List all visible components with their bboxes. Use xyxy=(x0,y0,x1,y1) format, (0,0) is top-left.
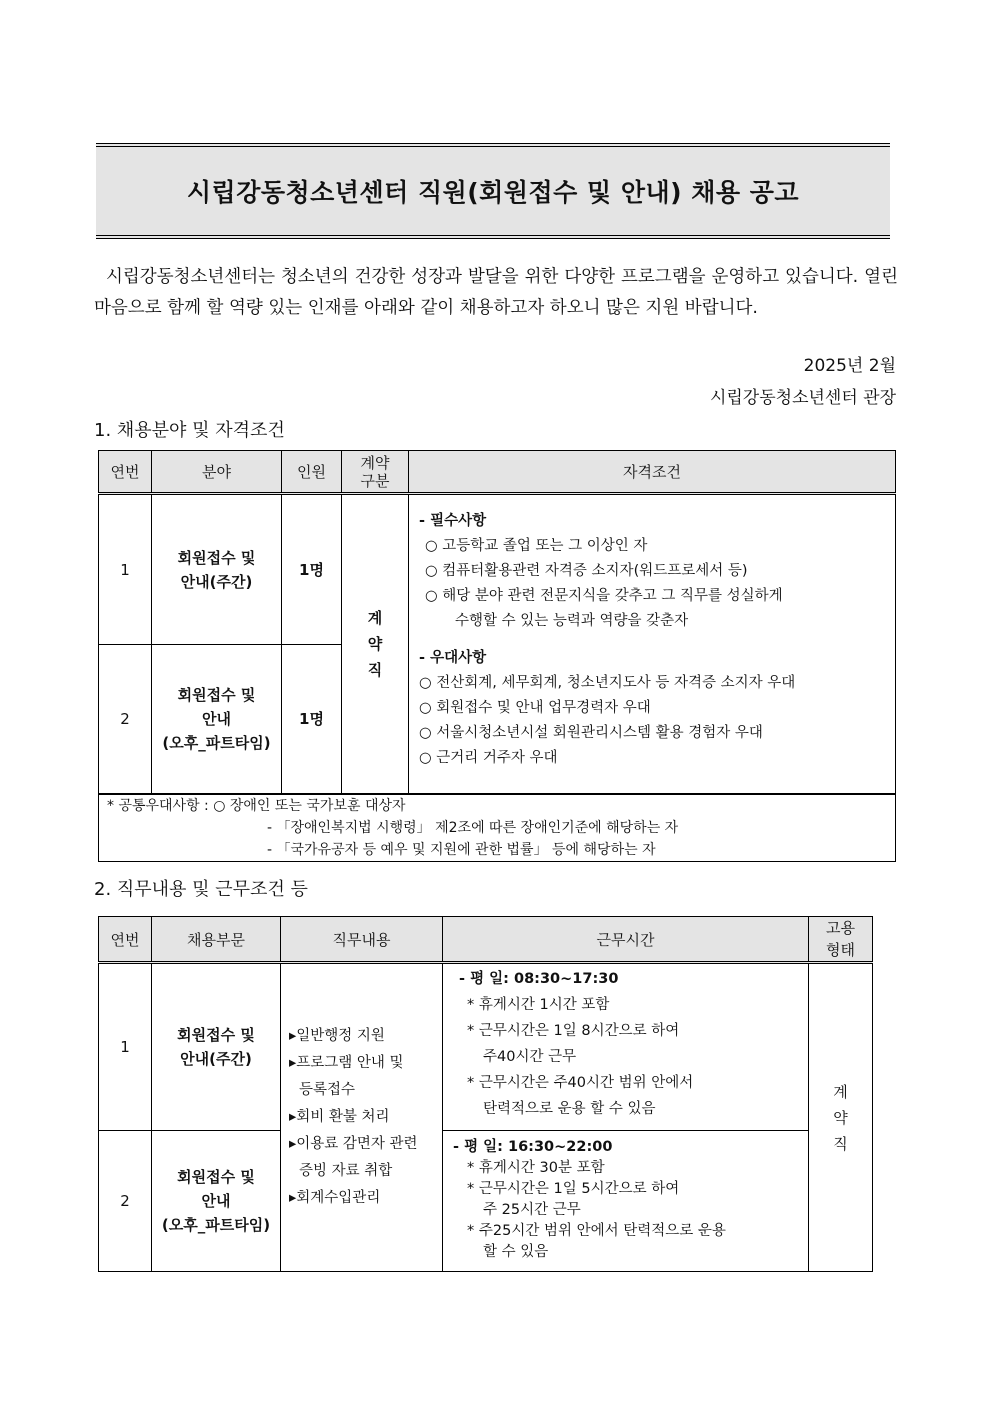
header-contract xyxy=(342,451,409,494)
duty-row2-dept-line2: 안내 xyxy=(201,1192,231,1210)
preferred-item: ○ 회원접수 및 안내 업무경력자 우대 xyxy=(419,700,651,716)
section1-title: 1. 채용분야 및 자격조건 xyxy=(94,420,285,441)
duty-row1-no: 1 xyxy=(99,963,152,1131)
hours-line: * 근무시간은 1일 5시간으로 하여 xyxy=(467,1181,680,1197)
hours-line: - 평 일: 16:30~22:00 xyxy=(453,1139,613,1155)
preferred-item: ○ 전산회계, 세무회계, 청소년지도사 등 자격증 소지자 우대 xyxy=(419,675,796,691)
duty-row2-dept-line1: 회원접수 및 xyxy=(177,1168,255,1186)
hours-line: 탄력적으로 운용 할 수 있음 xyxy=(483,1101,656,1117)
row1-field-line1: 회원접수 및 xyxy=(177,548,256,567)
hours-line: - 평 일: 08:30~17:30 xyxy=(459,971,619,987)
header-hours: 근무시간 xyxy=(443,917,809,963)
header-field: 분야 xyxy=(152,451,282,494)
type-char-1: 계 xyxy=(833,1082,848,1101)
row1-field xyxy=(152,494,282,645)
hours-line: 주 25시간 근무 xyxy=(483,1202,581,1218)
duty-row1-dept-line2: 안내(주간) xyxy=(180,1050,252,1068)
hours-line: * 휴게시간 1시간 포함 xyxy=(467,997,610,1013)
duty-row1-dept-line1: 회원접수 및 xyxy=(177,1026,255,1044)
header-contract-2: 구분 xyxy=(360,471,390,490)
contract-char-3: 직 xyxy=(367,660,383,679)
duty-row2-no: 2 xyxy=(99,1131,152,1272)
common-preference-line: - 「장애인복지법 시행령」 제2조에 따른 장애인기준에 해당하는 자 xyxy=(267,819,679,836)
common-preference-row xyxy=(99,794,896,862)
duty-row2-dept-line3: (오후_파트타임) xyxy=(161,1216,271,1234)
duty-header-row xyxy=(99,917,873,963)
duty-item-cont: 등록접수 xyxy=(299,1082,356,1098)
row2-field xyxy=(152,645,282,794)
intro-paragraph xyxy=(94,262,898,324)
preferred-item: ○ 근거리 거주자 우대 xyxy=(419,750,558,766)
intro-text: 시립강동청소년센터는 청소년의 건강한 성장과 발달을 위한 다양한 프로그램을 운영하고 있습니다. 열린 마음으로 함께 할 역량 있는 인재를 아래와 같이 채용하고자 하오니 많은 지원 바랍니다. xyxy=(94,267,898,318)
duty-item: ▸회계수입관리 xyxy=(289,1190,381,1206)
row2-field-line1: 회원접수 및 xyxy=(177,685,256,704)
hours-cell-2 xyxy=(443,1131,809,1272)
hours-line: 주40시간 근무 xyxy=(483,1049,577,1065)
qualification-table xyxy=(98,450,896,862)
header-type-2: 형태 xyxy=(826,941,855,959)
common-preference-line: * 공통우대사항 : ○ 장애인 또는 국가보훈 대상자 xyxy=(107,797,406,814)
required-item-cont: 수행할 수 있는 능력과 역량을 갖춘자 xyxy=(455,613,689,629)
type-char-3: 직 xyxy=(833,1134,848,1153)
row1-no: 1 xyxy=(99,494,152,645)
header-no: 연번 xyxy=(99,451,152,494)
duty-item: ▸프로그램 안내 및 xyxy=(289,1055,404,1071)
row2-no: 2 xyxy=(99,645,152,794)
table-row xyxy=(99,963,873,1131)
duty-item: ▸회비 환불 처리 xyxy=(289,1109,390,1125)
row2-count: 1명 xyxy=(282,645,342,794)
row2-field-line3: (오후_파트타임) xyxy=(162,733,271,752)
common-preference-cell xyxy=(99,794,896,862)
issuer: 시립강동청소년센터 관장 xyxy=(709,388,896,408)
table-row xyxy=(99,1131,873,1272)
header-dept: 채용부문 xyxy=(152,917,281,963)
hours-line: 할 수 있음 xyxy=(483,1244,549,1260)
page-title: 시립강동청소년센터 직원(회원접수 및 안내) 채용 공고 xyxy=(186,178,800,207)
required-title: - 필수사항 xyxy=(419,513,487,529)
row1-count: 1명 xyxy=(282,494,342,645)
hours-cell-1 xyxy=(443,963,809,1131)
header-qualification: 자격조건 xyxy=(409,451,896,494)
announcement-date: 2025년 2월 xyxy=(803,356,896,376)
hours-line: * 휴게시간 30분 포함 xyxy=(467,1160,605,1176)
header-duty: 직무내용 xyxy=(281,917,443,963)
employment-type-cell xyxy=(809,963,873,1272)
contract-char-1: 계 xyxy=(367,608,383,627)
required-item: ○ 컴퓨터활용관련 자격증 소지자(워드프로세서 등) xyxy=(425,563,748,579)
preferred-item: ○ 서울시청소년시설 회원관리시스템 활용 경험자 우대 xyxy=(419,725,763,741)
required-item: ○ 고등학교 졸업 또는 그 이상인 자 xyxy=(425,538,648,554)
row2-field-line2: 안내 xyxy=(202,709,231,728)
duty-item-cont: 증빙 자료 취합 xyxy=(299,1163,393,1179)
header-type xyxy=(809,917,873,963)
qualification-cell xyxy=(409,494,896,794)
preferred-title: - 우대사항 xyxy=(419,650,487,666)
duty-row1-dept xyxy=(152,963,281,1131)
hours-line: * 근무시간은 주40시간 범위 안에서 xyxy=(467,1075,694,1091)
qualification-header-row xyxy=(99,451,896,494)
title-box xyxy=(96,143,890,239)
header-type-1: 고용 xyxy=(826,919,855,937)
common-preference-line: - 「국가유공자 등 예우 및 지원에 관한 법률」 등에 해당하는 자 xyxy=(267,841,656,858)
duty-item: ▸이용료 감면자 관련 xyxy=(289,1136,418,1152)
row1-field-line2: 안내(주간) xyxy=(180,572,253,591)
contract-char-2: 약 xyxy=(367,634,383,653)
hours-line: * 주25시간 범위 안에서 탄력적으로 운용 xyxy=(467,1223,726,1239)
required-item: ○ 해당 분야 관련 전문지식을 갖추고 그 직무를 성실하게 xyxy=(425,588,783,604)
table-row xyxy=(99,494,896,645)
duty-row2-dept xyxy=(152,1131,281,1272)
contract-type-cell xyxy=(342,494,409,794)
hours-line: * 근무시간은 1일 8시간으로 하여 xyxy=(467,1023,680,1039)
type-char-2: 약 xyxy=(833,1108,848,1127)
duty-item: ▸일반행정 지원 xyxy=(289,1028,385,1044)
header-contract-1: 계약 xyxy=(360,453,390,472)
header-count: 인원 xyxy=(282,451,342,494)
section2-title: 2. 직무내용 및 근무조건 등 xyxy=(94,879,308,900)
duty-cell xyxy=(281,963,443,1272)
header-no: 연번 xyxy=(99,917,152,963)
duty-table xyxy=(98,916,873,1272)
